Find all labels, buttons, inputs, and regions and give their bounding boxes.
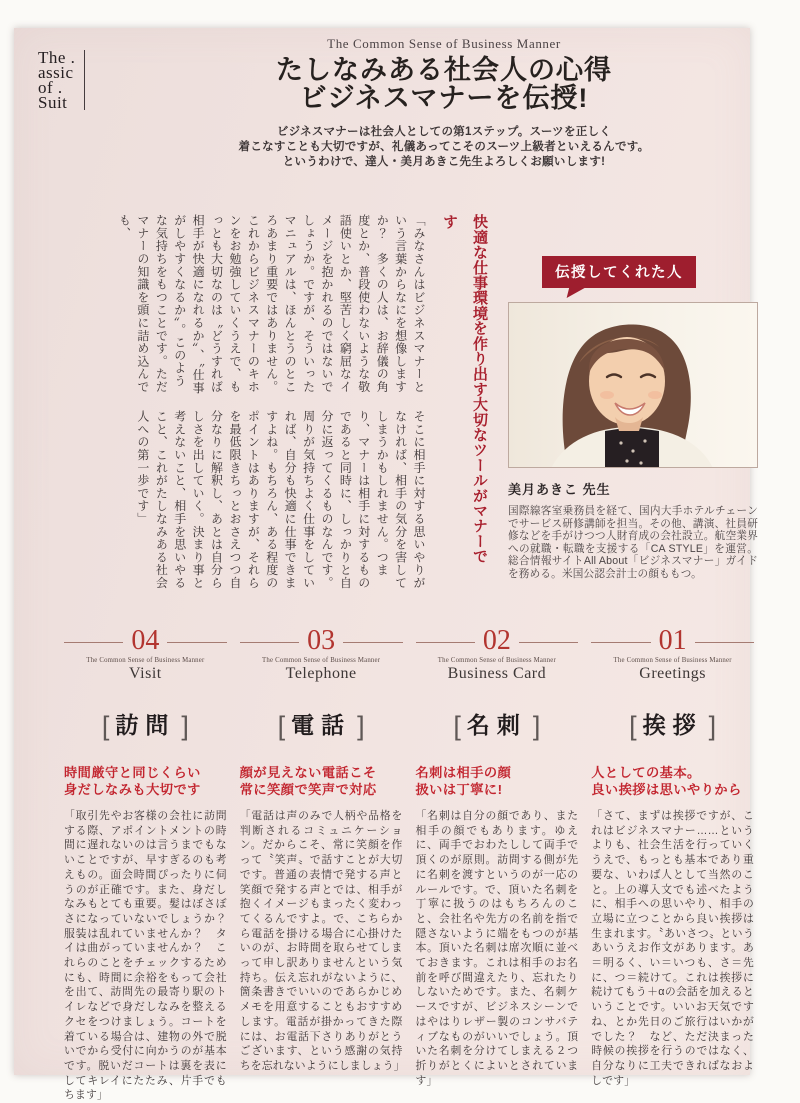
section-number-row — [64, 625, 227, 656]
section-number-row — [591, 625, 754, 656]
speech-bubble-label: 伝授してくれた人 — [542, 256, 696, 288]
section-number: 04 — [131, 625, 160, 656]
bracket-open: [ — [629, 711, 637, 741]
manner-sections — [64, 625, 754, 1103]
logo-line: The . — [38, 48, 76, 67]
portrait-illustration — [509, 303, 757, 467]
section-title-jp: [ 挨拶 ] — [591, 707, 754, 742]
section-eyebrow: The Common Sense of Business Manner — [437, 657, 556, 664]
intro-line: というわけで、達人・美月あきこ先生よろしくお願いします! — [282, 155, 606, 168]
section-visit — [64, 625, 238, 1103]
rule-line — [591, 642, 650, 643]
expert-portrait-photo — [508, 302, 758, 468]
page-title-line1: たしなみある社会人の心得 — [276, 55, 612, 85]
rule-line — [695, 642, 754, 643]
section-title-en: Visit — [129, 665, 162, 682]
section-eyebrow: The Common Sense of Business Manner — [262, 657, 381, 664]
page-title-line2: ビジネスマナーを伝授! — [299, 83, 589, 113]
section-title-jp: [ 電話 ] — [240, 707, 403, 742]
section-title-en: Telephone — [285, 665, 357, 682]
section-body: 「電話は声のみで人柄や品格を判断されるコミュニケーション。だからこそ、常に笑顔を作って〝笑声〟で話すことが大切です。普通の表情で発する声と笑顔で発する声とでは、相手が抱くイメージもまったく変わってくるんですよ。で、こちらから電話を掛ける場合に心掛けたいのが、お時間を取らせてしまって申し訳ありませんという気持ち。伝え忘れがないように、箇条書きでいいのであらかじめメモを用意することもおすすめします。電話が掛かってきた際には、お電話下さりありがとうございます、という感謝の気持ちを忘れないようにしましょう」 — [239, 810, 405, 1072]
bracket-open: [ — [453, 711, 461, 741]
interview-article — [110, 214, 758, 595]
article-body-columns — [110, 214, 428, 595]
rule-line — [240, 642, 299, 643]
magazine-logo — [38, 50, 85, 110]
speech-bubble — [542, 256, 696, 288]
section-number-row — [240, 625, 403, 656]
bracket-open: [ — [101, 711, 110, 741]
article-body-tier1: 「みなさんはビジネスマナーという言葉からなにを想像しますか？ 多くの人は、お辞儀の角度とか、普段使わないような敬語使いとか、堅苦しく窮屈なイメージを抱かれるのではないでしょうか。ですが、そういったマニュアルは、ほんとうのところあまり重要ではありません。これからビジネスマナーのキホンをお勉強していくうえで、もっとも大切なのは〝どうすれば相手が快適になれるか〟、〝仕事がしやすくなるか〟。このような気持ちをもつことです。ただマナーの知識を頭に詰め込んでも、 — [117, 214, 426, 394]
logo-line: assic — [38, 63, 74, 82]
vertical-text-block — [110, 214, 494, 595]
intro-line: 着こなすことも大切ですが、礼儀あってこそのスーツ上級者といえるんです。 — [238, 140, 650, 153]
section-body: 「名刺は自分の顔であり、また相手の顔でもあります。ゆえに、両手でおわたしして両手で頂くのが原則。訪問する側が先に名刺を渡すというのが一応のルールです。で、頂いた名刺を丁寧に扱うのはもちろんのこと、会社名や先方の名前を指で隠さないように端をもつのが基本。頂いた名刺は席次順に並べておきます。これは相手のお名前を呼び間違えたり、忘れたりしないためです。また、名刺ケースですが、ビジネスシーンではやはりレザー製のコンサバティブなものがいいでしょう。頂いた名刺を分けてしまえる２つ折りがとくによいとされています」 — [415, 810, 579, 1087]
rule-line — [416, 642, 475, 643]
page-title — [144, 56, 744, 112]
logo-line: Suit — [38, 93, 68, 112]
article-vertical-headline: 快適な仕事環境を作り出す大切なツールがマナーです — [441, 214, 488, 564]
section-title-en: Business Card — [447, 665, 547, 682]
bracket-close: ] — [181, 711, 189, 741]
section-body: 「取引先やお客様の会社に訪問する際、アポイントメントの時間に遅れないのは言うまでもないことですが、早すぎるのも考えもの。面会時間ぴったりに伺うのが正確です。また、身だしなみもとても重要。髪はぼさぼさになっていないでしょうか？ 服装は乱れていませんか？ タイは曲がっていませんか？ これらのことをチェックするためにも、時間に余裕をもって会社を出て、訪問先の最寄り駅のトイレなどで身だしなみを整えるクセをつけましょう。コートを着ている場合は、建物の外で脱いでから受付に向かうのが基本です。脱いだコートは裏を表にしてキレイにたたみ、片手でもちます」 — [64, 810, 238, 1102]
section-number: 03 — [307, 625, 336, 656]
section-greetings — [591, 625, 754, 1103]
section-number: 01 — [658, 625, 687, 656]
section-heading: 名刺は相手の顔 扱いは丁寧に! — [415, 765, 512, 797]
intro-line: ビジネスマナーは社会人としての第1ステップ。スーツを正しく — [276, 126, 612, 138]
section-eyebrow: The Common Sense of Business Manner — [86, 657, 205, 664]
header-eyebrow: The Common Sense of Business Manner — [327, 36, 561, 51]
speech-bubble-tail-icon — [567, 287, 587, 298]
logo-line: of . — [38, 78, 63, 97]
bracket-close: ] — [708, 711, 717, 741]
section-heading: 人としての基本。 良い挨拶は思いやりから — [591, 765, 742, 797]
rule-line — [343, 642, 402, 643]
expert-name: 美月あきこ 先生 — [508, 482, 611, 497]
section-eyebrow: The Common Sense of Business Manner — [613, 657, 732, 664]
page-header — [144, 36, 744, 169]
article-body-tier2: そこに相手に対する思いやりがなければ、相手の気分を害してしまうかもしれません。つまり、マナーは相手に対するものであると同時に、しっかりと自分に返ってくるものなんです。周りが気持ちよく仕事をしていれば、自分も快適に仕事できますよね。もちろん、ある程度のポイントはありますが、それらを最低限きちっとおさえつつ自分なりに解釈し、あとは自分らしさを出していく。決まり事と考えないこと、相手を思いやること、これがたしなみある社会人への第一歩です」 — [135, 410, 426, 590]
section-heading: 顔が見えない電話こそ 常に笑顔で笑声で対応 — [239, 765, 377, 797]
section-business-card — [415, 625, 579, 1103]
rule-line — [64, 642, 123, 643]
section-title-jp: [ 訪問 ] — [64, 707, 227, 742]
bracket-open: [ — [277, 711, 286, 741]
section-number: 02 — [482, 625, 511, 656]
expert-profile — [508, 214, 758, 595]
section-telephone — [239, 625, 405, 1103]
bracket-close: ] — [357, 711, 365, 741]
section-body: 「さて、まずは挨拶ですが、これはビジネスマナー……というよりも、社会生活を行っていくうえで、もっとも基本であり重要な、いわば人として当然のこと。上の導入文でも述べたように、相手への思いやり、相手の立場に立つことから良い挨拶は生まれます。〝あいさつ〟というあいうえお作文があります。あ＝明るく、い＝いつも、さ＝先に、つ＝続けて。これは挨拶に続けてもう＋αの会話を加えるということです。いいお天気ですね、とか先日のご旅行はいかがでした？ など、ただ決まった時候の挨拶を行うのではなく、自分なりに工夫できればなおよしです」 — [591, 810, 754, 1087]
rule-line — [519, 642, 578, 643]
bracket-close: ] — [532, 711, 541, 741]
section-title-en: Greetings — [639, 665, 706, 682]
rule-line — [167, 642, 226, 643]
section-title-jp: [ 名刺 ] — [416, 707, 579, 742]
magazine-page — [14, 28, 758, 1102]
expert-bio: 国際線客室乗務員を経て、国内大手ホテルチェーンでサービス研修講師を担当。その他、講演、社員研修などを手がけつつ人財育成の会社設立。航空業界への就職・転職を支援する「CA STYLE」を運営。総合情報サイトAll About「ビジネスマナー」ガイドを務める。米国公認会計士の顔ももつ。 — [508, 505, 758, 580]
section-heading: 時間厳守と同じくらい 身だしなみも大切です — [64, 765, 201, 797]
section-number-row — [416, 625, 579, 656]
intro-paragraph — [144, 125, 744, 169]
